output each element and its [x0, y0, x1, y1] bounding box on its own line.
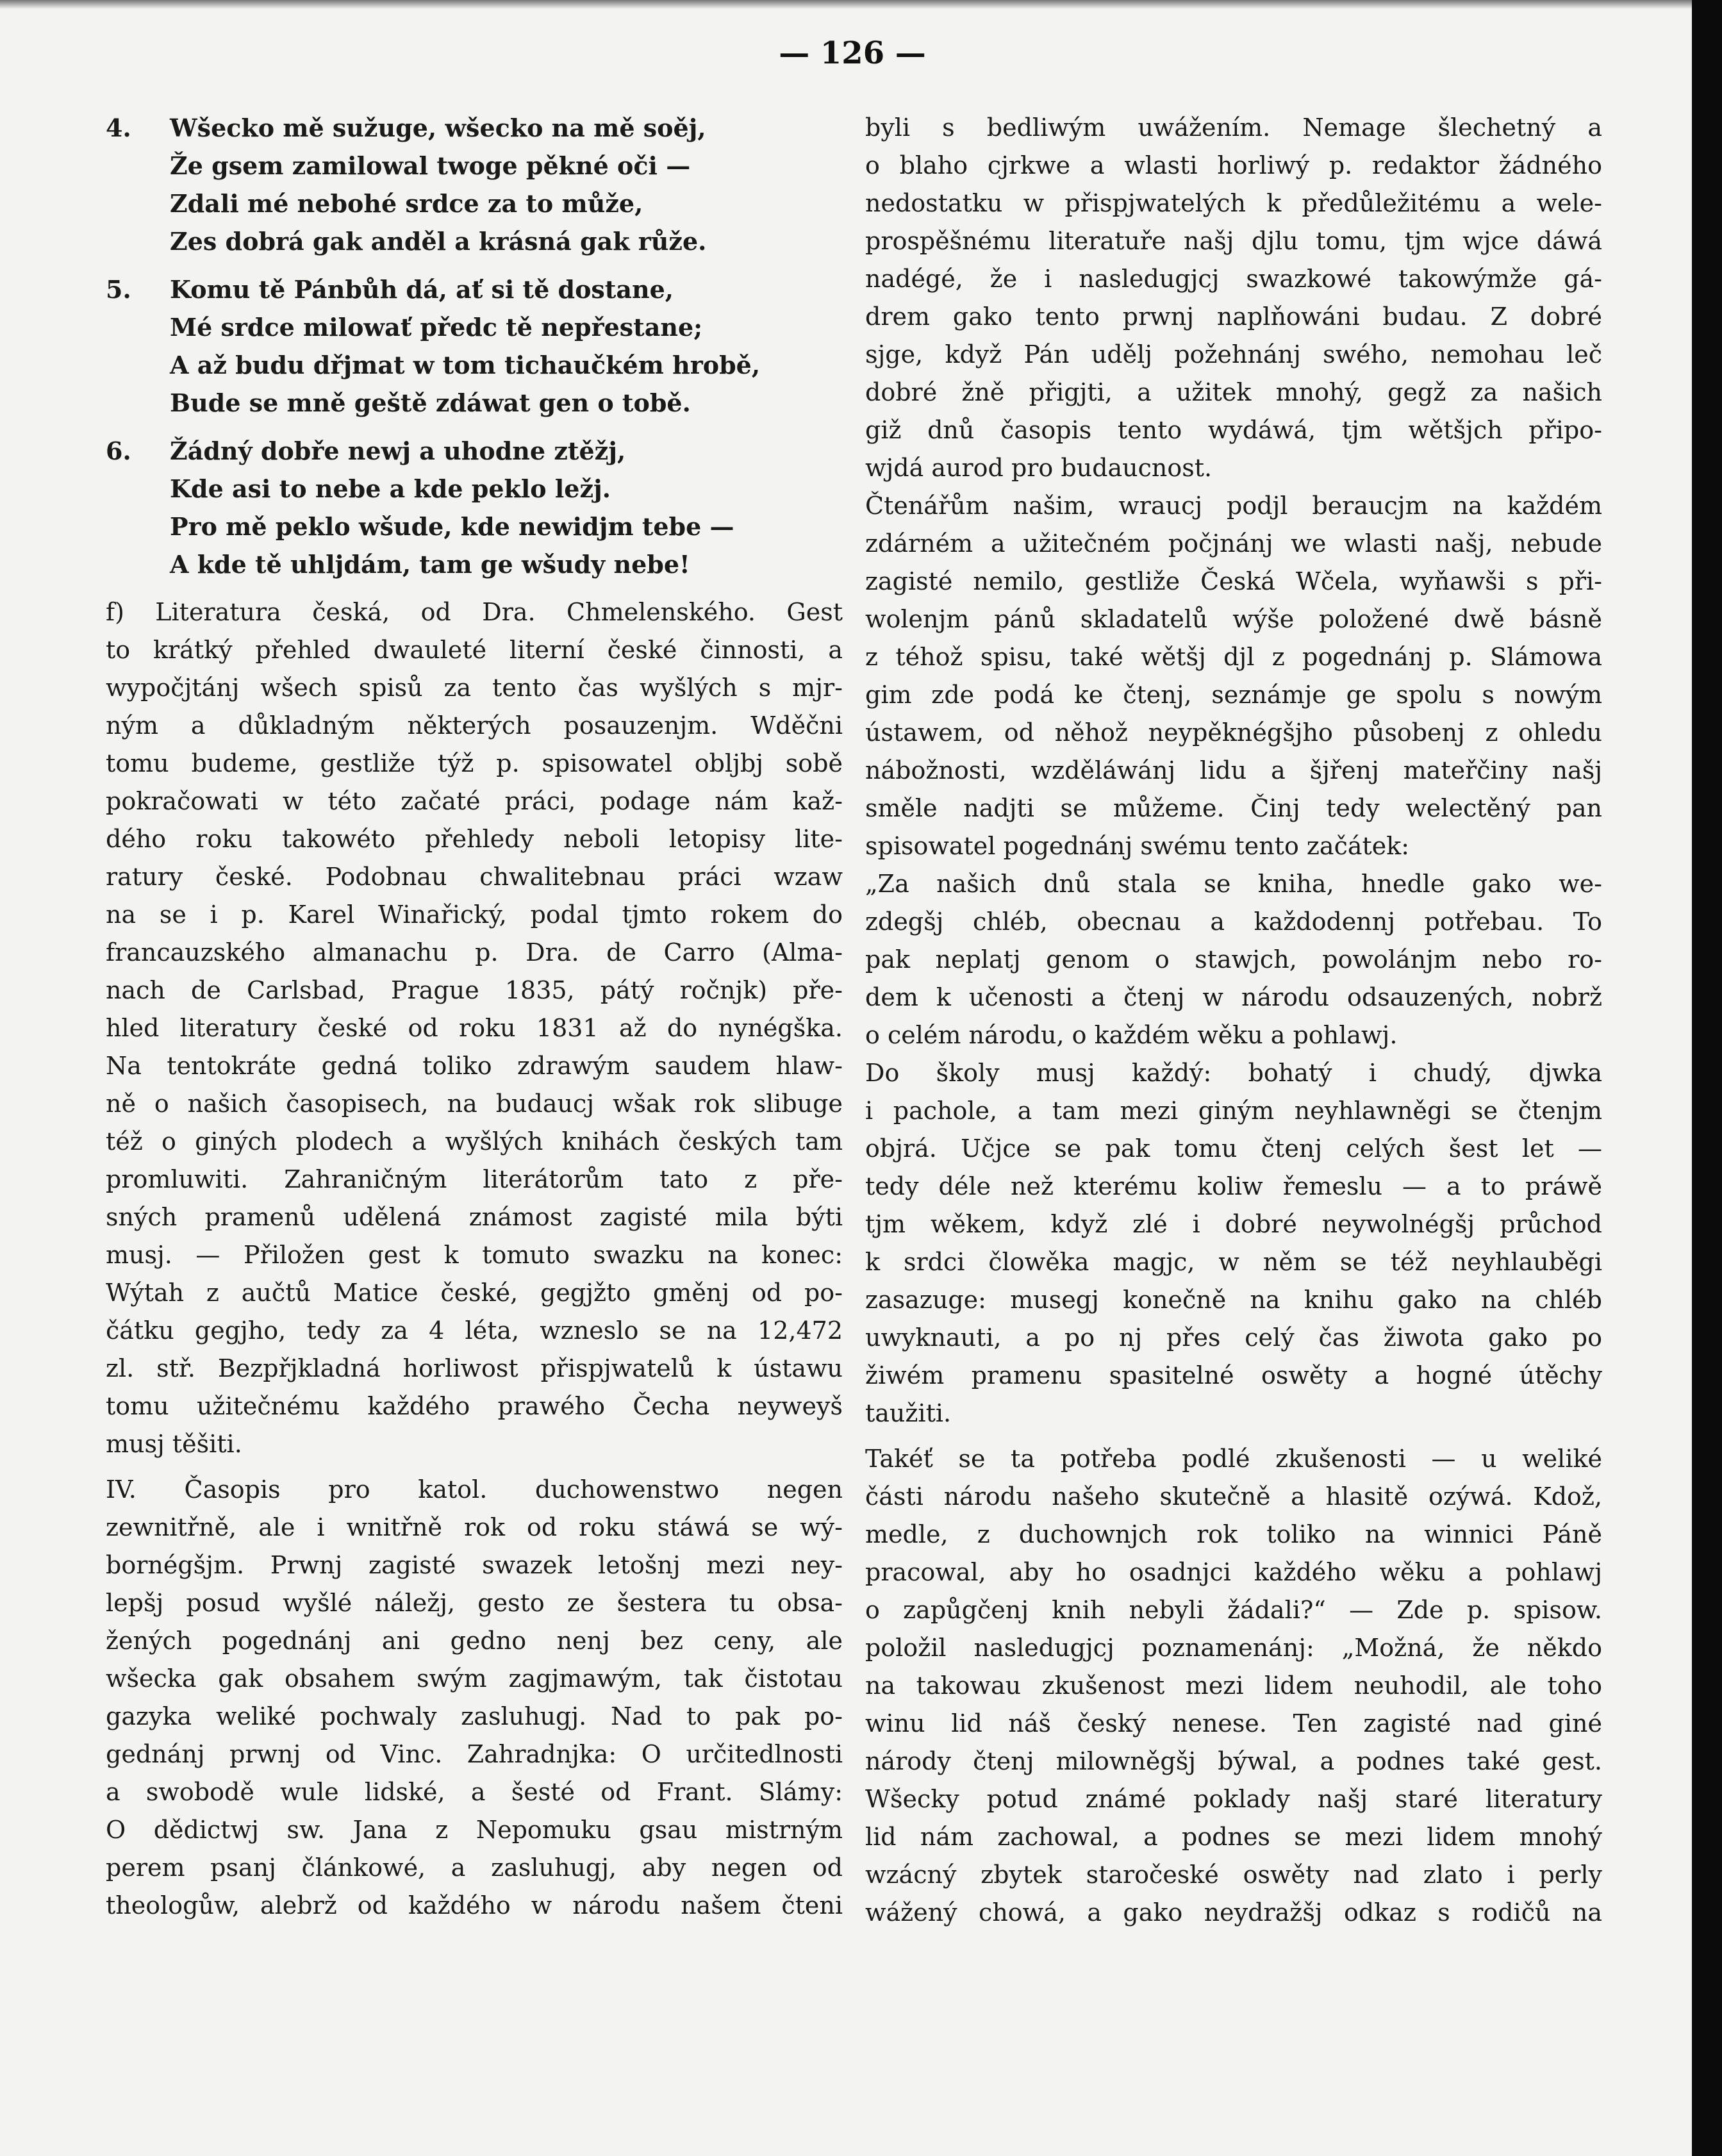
left-column [106, 109, 843, 1925]
text-line: Čtenářům našim, wraucj podjl beraucjm na každém [865, 492, 1602, 520]
text-line: musj těšiti. [106, 1430, 242, 1458]
text-line: giž dnů časopis tento wydáwá, tjm wětšjch připo- [865, 416, 1602, 444]
poem-line: Zes dobrá gak anděl a krásná gak růže. [170, 227, 707, 256]
text-line: ným a důkladným některých posauzenjm. Wděčni [106, 711, 843, 740]
paragraph-continuation [865, 109, 1602, 487]
text-line: čátku gegjho, tedy za 4 léta, wzneslo se na 12,472 [106, 1316, 843, 1345]
text-line: Na tentokráte gedná toliko zdrawým saudem hlaw- [106, 1052, 843, 1080]
poem-line: Žádný dobře newj a uhodne ztěžj, [170, 436, 626, 465]
poem-line: A až budu dřjmat w tom tichaučkém hrobě, [170, 351, 761, 379]
poem-line: Pro mě peklo wšude, kde newidjm tebe — [170, 512, 734, 541]
text-line: musj. — Přiložen gest k tomuto swazku na konec: [106, 1241, 843, 1269]
text-line: wjdá aurod pro budaucnost. [865, 454, 1213, 482]
text-line: bornégšjm. Prwnj zagisté swazek letošnj mezi ney- [106, 1551, 843, 1579]
text-line: promluwiti. Zahraničným literátorům tato z pře- [106, 1165, 843, 1193]
text-line: i pachole, a tam mezi giným neyhlawněgi se čtenjm [865, 1097, 1602, 1125]
text-line: wypočjtánj wšech spisů za tento čas wyšlých s mjr- [106, 674, 843, 702]
text-line: o zapůgčenj knih nebyli žádali?“ — Zde p. spisow. [865, 1596, 1602, 1624]
poem-line: Zdali mé nebohé srdce za to může, [170, 189, 643, 218]
text-line: Do školy musj každý: bohatý i chudý, djwka [865, 1059, 1602, 1087]
text-line: o blaho cjrkwe a wlasti horliwý p. redaktor žádného [865, 151, 1602, 179]
paragraph-gap [865, 1432, 1602, 1440]
text-line: zdárném a užitečném počjnánj we wlasti našj, nebude [865, 529, 1602, 558]
text-line: směle nadjti se můžeme. Činj tedy welectěný pan [865, 794, 1602, 822]
text-line: byli s bedliwým uwážením. Nemage šlechetný a [865, 113, 1602, 142]
text-line: gim zde podá ke čtenj, seznámje ge spolu s nowým [865, 681, 1602, 709]
poem-line: Bude se mně geště zdáwat gen o tobě. [170, 388, 691, 417]
scan-top-edge [0, 0, 1692, 9]
text-line: dého roku takowéto přehledy neboli letopisy lite- [106, 825, 843, 853]
text-line: tedy déle než kterému koliw řemeslu — a to práwě [865, 1172, 1602, 1200]
poem-line: Komu tě Pánbůh dá, ať si tě dostane, [170, 275, 674, 304]
text-line: „Za našich dnů stala se kniha, hnedle gako we- [865, 870, 1602, 898]
text-line: též o giných plodech a wyšlých knihách českých tam [106, 1127, 843, 1156]
text-line: francauzského almanachu p. Dra. de Carro (Alma- [106, 938, 843, 966]
paragraph-gap [106, 1463, 843, 1471]
text-line: drem gako tento prwnj naplňowáni budau. Z dobré [865, 303, 1602, 331]
text-line: zagisté nemilo, gestliže Česká Wčela, wyňawši s při- [865, 567, 1602, 595]
text-line: lepšj posud wyšlé náležj, gesto ze šestera tu obsa- [106, 1589, 843, 1617]
text-line: žených pogednánj ani gedno nenj bez ceny, ale [106, 1627, 843, 1655]
text-line: z téhož spisu, také wětšj djl z pogednánj p. Slámowa [865, 643, 1602, 671]
text-line: pracowal, aby ho osadnjci každého wěku a pohlawj [865, 1558, 1602, 1586]
text-line: nadégé, že i nasledugjcj swazkowé takowýmže gá- [865, 265, 1602, 293]
poem-line: Mé srdce milowať předc tě nepřestane; [170, 313, 703, 342]
text-line: tomu užitečnému každého prawého Čecha neyweyš [106, 1392, 843, 1420]
text-line: hled literatury české od roku 1831 až do nynégška. [106, 1014, 843, 1042]
text-line: části národu našeho skutečně a hlasitě ozýwá. Kdož, [865, 1482, 1602, 1511]
right-column [865, 109, 1602, 1932]
paragraph-ctenarum [865, 487, 1602, 865]
text-line: ústawem, od něhož neypěknégšjho působenj z ohledu [865, 718, 1602, 747]
text-line: to krátký přehled dwauleté literní české činnosti, a [106, 636, 843, 664]
text-line: spisowatel pogednánj swému tento začátek: [865, 832, 1410, 860]
text-line: ratury české. Podobnau chwalitebnau práci wzaw [106, 863, 843, 891]
poem-line: Kde asi to nebe a kde peklo ležj. [170, 474, 611, 503]
paragraph-takez [865, 1440, 1602, 1932]
scan-right-edge [1692, 0, 1722, 2156]
text-line: taužiti. [865, 1399, 952, 1427]
poem-line: A kde tě uhljdám, tam ge wšudy nebe! [170, 550, 690, 579]
paragraph-do-skoly [865, 1054, 1602, 1432]
text-line: lid nám zachowal, a podnes se mezi lidem mnohý [865, 1823, 1602, 1851]
text-line: nach de Carlsbad, Prague 1835, pátý ročnjk) pře- [106, 976, 843, 1004]
paragraph-literatura-ceska [106, 593, 843, 1463]
text-line: wzácný zbytek staročeské oswěty nad zlato i perly [865, 1861, 1602, 1889]
text-line: národy čtenj milowněgšj býwal, a podnes také gest. [865, 1747, 1602, 1775]
text-line: objrá. Učjce se pak tomu čtenj celých šest let — [865, 1134, 1602, 1163]
text-line: theologůw, alebrž od každého w národu našem čteni [106, 1891, 843, 1920]
text-line: sných pramenů udělená známost zagisté mila býti [106, 1203, 843, 1231]
text-line: položil nasledugjcj poznamenánj: „Možná, že někdo [865, 1634, 1602, 1662]
text-line: Wýtah z aučtů Matice české, gegjžto gměnj od po- [106, 1279, 843, 1307]
text-line: tjm wěkem, když zlé i dobré neywolnégšj průchod [865, 1210, 1602, 1238]
poem-stanza [106, 270, 843, 422]
text-line: na se i p. Karel Winařický, podal tjmto rokem do [106, 900, 843, 929]
text-line: wážený chowá, a gako neydražšj odkaz s rodičů na [865, 1898, 1602, 1927]
text-line: zdegšj chléb, obecnau a každodennj potřebau. To [865, 908, 1602, 936]
page-number: — 126 — [779, 35, 926, 71]
text-line: k srdci člowěka magjc, w něm se též neyhlauběgi [865, 1248, 1602, 1276]
text-line: zasazuge: musegj konečně na knihu gako na chléb [865, 1286, 1602, 1314]
stanza-number: 5. [106, 275, 131, 304]
text-line: prospěšnému literatuře našj djlu tomu, tjm wjce dáwá [865, 227, 1602, 255]
text-line: a swobodě wule lidské, a šesté od Frant. Slámy: [106, 1778, 843, 1806]
text-line: pokračowati w této začaté práci, podage nám kaž- [106, 787, 843, 815]
text-line: Takéť se ta potřeba podlé zkušenosti — u weliké [865, 1445, 1602, 1473]
text-line: zewnitřně, ale i wnitřně rok od roku stáwá se wý- [106, 1513, 843, 1541]
text-line: dem k učenosti a čtenj w národu odsauzených, nobrž [865, 983, 1602, 1011]
text-line: uwyknauti, a po nj přes celý čas žiwota gako po [865, 1323, 1602, 1352]
poem-line: Wšecko mě sužuge, wšecko na mě soěj, [170, 113, 706, 142]
paragraph-quote-kniha [865, 865, 1602, 1054]
text-line: O dědictwj sw. Jana z Nepomuku gsau mistrným [106, 1816, 843, 1844]
text-line: f) Literatura česká, od Dra. Chmelenského. Gest [106, 598, 843, 626]
text-line: nedostatku w přispjwatelých k předůležitému a wele- [865, 189, 1602, 217]
text-line: wolenjm pánů skladatelů wýše položené dwě básně [865, 605, 1602, 633]
text-line: wšecka gak obsahem swým zagjmawým, tak čistotau [106, 1664, 843, 1693]
text-line: na takowau zkušenost mezi lidem neuhodil, ale toho [865, 1671, 1602, 1700]
text-line: sjge, když Pán udělj požehnánj swého, nemohau leč [865, 340, 1602, 369]
text-line: zl. stř. Bezpřjkladná horliwost přispjwatelů k ústawu [106, 1354, 843, 1382]
text-line: o celém národu, o každém wěku a pohlawj. [865, 1021, 1398, 1049]
text-line: gazyka weliké pochwaly zasluhugj. Nad to pak po- [106, 1702, 843, 1730]
text-line: žiwém pramenu spasitelné oswěty a hogné útěchy [865, 1361, 1602, 1389]
text-line: nábožnosti, wzděláwánj lidu a šjřenj mateřčiny našj [865, 756, 1602, 784]
stanza-number: 4. [106, 113, 131, 142]
text-line: medle, z duchownjch rok toliko na winnici Páně [865, 1520, 1602, 1548]
poem-stanza [106, 432, 843, 583]
text-line: ně o našich časopisech, na budaucj wšak rok slibuge [106, 1090, 843, 1118]
text-line: dobré žně přigjti, a užitek mnohý, gegž za našich [865, 378, 1602, 406]
text-line: gednánj prwnj od Vinc. Zahradnjka: O určitedlnosti [106, 1740, 843, 1768]
text-line: IV. Časopis pro katol. duchowenstwo negen [106, 1475, 843, 1504]
poem-line: Že gsem zamilowal twoge pěkné oči — [170, 151, 691, 180]
text-line: tomu budeme, gestliže týž p. spisowatel obljbj sobě [106, 749, 843, 777]
text-line: pak neplatj genom o stawjch, powolánjm nebo ro- [865, 945, 1602, 974]
stanza-number: 6. [106, 436, 131, 465]
poem-stanza [106, 109, 843, 260]
text-line: winu lid náš český nenese. Ten zagisté nad giné [865, 1709, 1602, 1737]
text-line: Wšecky potud známé poklady našj staré literatury [865, 1785, 1602, 1813]
paragraph-casopis-duchowenstwo [106, 1471, 843, 1925]
text-line: perem psanj článkowé, a zasluhugj, aby negen od [106, 1853, 843, 1882]
